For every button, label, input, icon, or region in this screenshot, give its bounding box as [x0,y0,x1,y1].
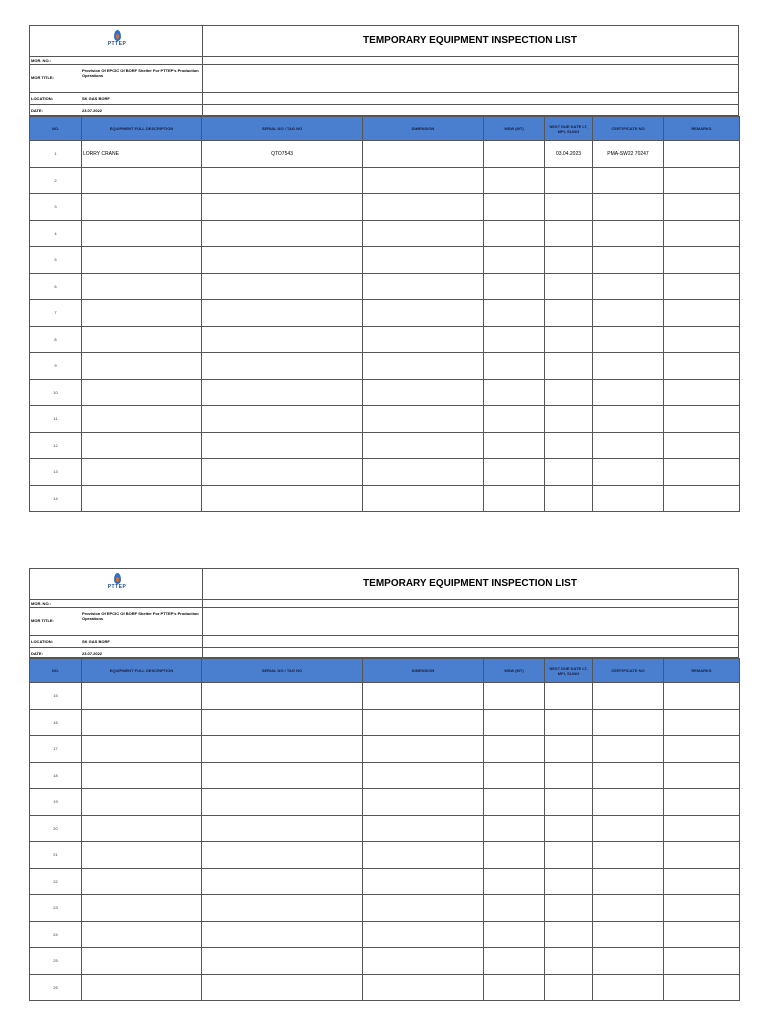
serial-tag-cell[interactable] [202,432,363,459]
certificate-cell[interactable] [593,167,664,194]
msw-cell[interactable] [484,736,545,763]
certificate-cell[interactable] [593,220,664,247]
certificate-cell[interactable] [593,683,664,710]
dimension-cell[interactable] [363,220,484,247]
col-header-serial: SERIAL NO / TAG NO [202,117,363,141]
remarks-cell[interactable] [664,485,740,512]
msw-cell[interactable] [484,709,545,736]
col-header-msw: MSW (MT) [484,117,545,141]
serial-tag-cell[interactable] [202,326,363,353]
dimension-cell[interactable] [363,141,484,168]
next-due-date-cell[interactable] [545,974,593,1001]
msw-cell[interactable] [484,921,545,948]
row-number: 8 [30,326,82,353]
col-header-serial: SERIAL NO / TAG NO [202,659,363,683]
dimension-cell[interactable] [363,406,484,433]
table-header-row [30,659,740,683]
dimension-cell[interactable] [363,326,484,353]
table-row [30,300,740,327]
equipment-description-cell[interactable] [82,379,202,406]
row-number: 25 [30,948,82,975]
msw-cell[interactable] [484,353,545,380]
dimension-cell[interactable] [363,868,484,895]
remarks-cell[interactable] [664,432,740,459]
certificate-cell[interactable] [593,485,664,512]
serial-tag-cell[interactable] [202,895,363,922]
remarks-cell[interactable] [664,895,740,922]
row-number: 20 [30,815,82,842]
remarks-cell[interactable] [664,273,740,300]
msw-cell[interactable] [484,220,545,247]
certificate-cell[interactable] [593,948,664,975]
msw-cell[interactable] [484,300,545,327]
pttep-logo [104,30,130,47]
next-due-date-cell[interactable] [545,762,593,789]
msw-cell[interactable] [484,485,545,512]
col-header-no: NO. [30,659,82,683]
certificate-cell[interactable] [593,974,664,1001]
next-due-date-cell[interactable] [545,353,593,380]
remarks-cell[interactable] [664,300,740,327]
remarks-cell[interactable] [664,141,740,168]
certificate-cell[interactable] [593,815,664,842]
remarks-cell[interactable] [664,683,740,710]
location-label: LOCATION: [31,96,53,101]
next-due-date-cell[interactable]: 03.04.2023 [545,141,593,168]
serial-tag-cell[interactable] [202,247,363,274]
certificate-cell[interactable]: PMA-SW22 70247 [593,141,664,168]
table-row [30,789,740,816]
serial-tag-cell[interactable] [202,736,363,763]
remarks-cell[interactable] [664,736,740,763]
dimension-cell[interactable] [363,789,484,816]
certificate-cell[interactable] [593,736,664,763]
row-number: 16 [30,709,82,736]
equipment-description-cell[interactable] [82,762,202,789]
msw-cell[interactable] [484,167,545,194]
table-row [30,167,740,194]
row-number: 21 [30,842,82,869]
col-header-remarks: REMARKS [664,117,740,141]
equipment-description-cell[interactable] [82,709,202,736]
table-row [30,709,740,736]
equipment-description-cell[interactable] [82,406,202,433]
next-due-date-cell[interactable] [545,709,593,736]
msw-cell[interactable] [484,273,545,300]
serial-tag-cell[interactable] [202,167,363,194]
equipment-description-cell[interactable] [82,353,202,380]
location-label: LOCATION: [31,639,53,644]
next-due-date-cell[interactable] [545,789,593,816]
next-due-date-cell[interactable] [545,736,593,763]
row-number: 24 [30,921,82,948]
next-due-date-cell[interactable] [545,167,593,194]
row-number: 1 [30,141,82,168]
next-due-date-cell[interactable] [545,842,593,869]
next-due-date-cell[interactable] [545,921,593,948]
equipment-description-cell[interactable] [82,432,202,459]
certificate-cell[interactable] [593,762,664,789]
serial-tag-cell[interactable] [202,406,363,433]
equipment-description-cell[interactable] [82,485,202,512]
col-header-next-due-date: NEXT DUE DATE LT, MPI, SLING [545,117,593,141]
row-number: 10 [30,379,82,406]
row-number: 6 [30,273,82,300]
equipment-description-cell[interactable] [82,247,202,274]
next-due-date-cell[interactable] [545,815,593,842]
mor-title-row [30,607,738,636]
equipment-description-cell[interactable] [82,300,202,327]
table-header-row [30,117,740,141]
msw-cell[interactable] [484,974,545,1001]
serial-tag-cell[interactable] [202,459,363,486]
next-due-date-cell[interactable] [545,379,593,406]
table-row [30,868,740,895]
dimension-cell[interactable] [363,709,484,736]
certificate-cell[interactable] [593,379,664,406]
msw-cell[interactable] [484,379,545,406]
serial-tag-cell[interactable] [202,974,363,1001]
table-row [30,459,740,486]
inspection-sheet-2 [29,568,739,1001]
table-row [30,921,740,948]
table-row [30,326,740,353]
table-row [30,948,740,975]
table-body-page-2 [30,683,740,1001]
mor-no-label: MOR. NO.: [31,601,51,606]
serial-tag-cell[interactable] [202,683,363,710]
msw-cell[interactable] [484,141,545,168]
row-number: 23 [30,895,82,922]
dimension-cell[interactable] [363,762,484,789]
row-number: 13 [30,459,82,486]
row-number: 15 [30,683,82,710]
msw-cell[interactable] [484,789,545,816]
dimension-cell[interactable] [363,948,484,975]
table-row [30,683,740,710]
equipment-description-cell[interactable]: LORRY CRANE [82,141,202,168]
remarks-cell[interactable] [664,921,740,948]
flame-drop-icon [114,30,121,41]
equipment-description-cell[interactable] [82,815,202,842]
col-header-remarks: REMARKS [664,659,740,683]
dimension-cell[interactable] [363,815,484,842]
msw-cell[interactable] [484,432,545,459]
date-value[interactable]: 23.07.2022 [82,108,103,113]
sheet-header [29,25,739,116]
next-due-date-cell[interactable] [545,247,593,274]
pttep-logo [104,573,130,590]
remarks-cell[interactable] [664,379,740,406]
col-header-msw: MSW (MT) [484,659,545,683]
next-due-date-cell[interactable] [545,895,593,922]
logo-cell [30,569,203,599]
date-value[interactable]: 23.07.2022 [82,651,103,656]
dimension-cell[interactable] [363,167,484,194]
remarks-cell[interactable] [664,815,740,842]
row-number: 22 [30,868,82,895]
next-due-date-cell[interactable] [545,948,593,975]
remarks-cell[interactable] [664,167,740,194]
equipment-description-cell[interactable] [82,921,202,948]
certificate-cell[interactable] [593,194,664,221]
msw-cell[interactable] [484,194,545,221]
dimension-cell[interactable] [363,432,484,459]
dimension-cell[interactable] [363,895,484,922]
row-number: 2 [30,167,82,194]
equipment-description-cell[interactable] [82,736,202,763]
dimension-cell[interactable] [363,974,484,1001]
msw-cell[interactable] [484,683,545,710]
dimension-cell[interactable] [363,379,484,406]
row-number: 17 [30,736,82,763]
serial-tag-cell[interactable] [202,789,363,816]
remarks-cell[interactable] [664,194,740,221]
equipment-description-cell[interactable] [82,948,202,975]
equipment-description-cell[interactable] [82,974,202,1001]
equipment-table [29,658,740,1001]
row-number: 4 [30,220,82,247]
remarks-cell[interactable] [664,762,740,789]
table-row [30,842,740,869]
form-title: TEMPORARY EQUIPMENT INSPECTION LIST [363,35,577,46]
next-due-date-cell[interactable] [545,300,593,327]
next-due-date-cell[interactable] [545,868,593,895]
next-due-date-cell[interactable] [545,220,593,247]
serial-tag-cell[interactable] [202,709,363,736]
next-due-date-cell[interactable] [545,432,593,459]
row-number: 5 [30,247,82,274]
table-row [30,432,740,459]
msw-cell[interactable] [484,895,545,922]
certificate-cell[interactable] [593,273,664,300]
next-due-date-cell[interactable] [545,485,593,512]
certificate-cell[interactable] [593,459,664,486]
table-row [30,220,740,247]
dimension-cell[interactable] [363,247,484,274]
table-row [30,379,740,406]
row-number: 7 [30,300,82,327]
logo-cell [30,26,203,56]
dimension-cell[interactable] [363,485,484,512]
location-value[interactable]: SK GAS BORF [82,96,110,101]
equipment-description-cell[interactable] [82,895,202,922]
equipment-description-cell[interactable] [82,326,202,353]
certificate-cell[interactable] [593,353,664,380]
equipment-description-cell[interactable] [82,220,202,247]
mor-no-label: MOR. NO.: [31,58,51,63]
remarks-cell[interactable] [664,220,740,247]
msw-cell[interactable] [484,406,545,433]
row-number: 26 [30,974,82,1001]
col-header-certificate: CERTIFICATE NO [593,117,664,141]
msw-cell[interactable] [484,326,545,353]
serial-tag-cell[interactable] [202,194,363,221]
certificate-cell[interactable] [593,895,664,922]
serial-tag-cell[interactable] [202,485,363,512]
table-row [30,762,740,789]
serial-tag-cell[interactable] [202,948,363,975]
table-row [30,815,740,842]
sheet-header [29,568,739,658]
row-number: 18 [30,762,82,789]
remarks-cell[interactable] [664,789,740,816]
equipment-description-cell[interactable] [82,459,202,486]
remarks-cell[interactable] [664,842,740,869]
table-row [30,485,740,512]
certificate-cell[interactable] [593,709,664,736]
certificate-cell[interactable] [593,247,664,274]
dimension-cell[interactable] [363,683,484,710]
col-header-dimension: DIMENSION [363,117,484,141]
location-value[interactable]: SK GAS BORF [82,639,110,644]
table-body-page-1 [30,141,740,512]
equipment-description-cell[interactable] [82,868,202,895]
certificate-cell[interactable] [593,921,664,948]
next-due-date-cell[interactable] [545,273,593,300]
remarks-cell[interactable] [664,868,740,895]
flame-drop-icon [114,573,121,584]
dimension-cell[interactable] [363,353,484,380]
dimension-cell[interactable] [363,300,484,327]
mor-title-row [30,64,738,93]
table-row [30,895,740,922]
msw-cell[interactable] [484,842,545,869]
certificate-cell[interactable] [593,432,664,459]
col-header-dimension: DIMENSION [363,659,484,683]
equipment-description-cell[interactable] [82,273,202,300]
remarks-cell[interactable] [664,459,740,486]
mor-title-label: MOR TITLE: [31,75,54,80]
row-number: 14 [30,485,82,512]
remarks-cell[interactable] [664,326,740,353]
serial-tag-cell[interactable] [202,762,363,789]
date-label: DATE: [31,651,43,656]
equipment-description-cell[interactable] [82,683,202,710]
form-title: TEMPORARY EQUIPMENT INSPECTION LIST [363,578,577,589]
date-label: DATE: [31,108,43,113]
serial-tag-cell[interactable] [202,379,363,406]
serial-tag-cell[interactable] [202,273,363,300]
remarks-cell[interactable] [664,974,740,1001]
next-due-date-cell[interactable] [545,459,593,486]
remarks-cell[interactable] [664,353,740,380]
remarks-cell[interactable] [664,709,740,736]
inspection-sheet-1 [29,25,739,512]
serial-tag-cell[interactable] [202,868,363,895]
serial-tag-cell[interactable] [202,300,363,327]
row-number: 12 [30,432,82,459]
mor-title-value[interactable]: Provision Of EPCIC Of BORF Shelter For PTTEP's Production Operations [82,68,199,78]
next-due-date-cell[interactable] [545,326,593,353]
msw-cell[interactable] [484,762,545,789]
col-header-next-due-date: NEXT DUE DATE LT, MPI, SLING [545,659,593,683]
equipment-description-cell[interactable] [82,194,202,221]
dimension-cell[interactable] [363,736,484,763]
certificate-cell[interactable] [593,868,664,895]
dimension-cell[interactable] [363,459,484,486]
row-number: 11 [30,406,82,433]
col-header-certificate: CERTIFICATE NO [593,659,664,683]
serial-tag-cell[interactable]: QTO7543 [202,141,363,168]
msw-cell[interactable] [484,459,545,486]
msw-cell[interactable] [484,247,545,274]
table-row [30,406,740,433]
table-row [30,974,740,1001]
serial-tag-cell[interactable] [202,353,363,380]
mor-title-label: MOR TITLE: [31,618,54,623]
msw-cell[interactable] [484,815,545,842]
table-row [30,247,740,274]
table-row [30,736,740,763]
msw-cell[interactable] [484,948,545,975]
serial-tag-cell[interactable] [202,921,363,948]
table-row [30,353,740,380]
col-header-description: EQUIPMENT FULL DESCRIPTION [82,659,202,683]
logo-text: PTTEP [107,584,127,590]
equipment-table [29,116,740,512]
certificate-cell[interactable] [593,789,664,816]
mor-title-value[interactable]: Provision Of EPCIC Of BORF Shelter For PTTEP's Production Operations [82,611,199,621]
equipment-description-cell[interactable] [82,167,202,194]
date-row [30,104,738,117]
table-row [30,141,740,168]
dimension-cell[interactable] [363,273,484,300]
col-header-no: NO. [30,117,82,141]
date-row [30,647,738,659]
next-due-date-cell[interactable] [545,194,593,221]
table-row [30,273,740,300]
certificate-cell[interactable] [593,300,664,327]
certificate-cell[interactable] [593,842,664,869]
next-due-date-cell[interactable] [545,406,593,433]
equipment-description-cell[interactable] [82,789,202,816]
remarks-cell[interactable] [664,406,740,433]
serial-tag-cell[interactable] [202,815,363,842]
table-row [30,194,740,221]
next-due-date-cell[interactable] [545,683,593,710]
serial-tag-cell[interactable] [202,220,363,247]
row-number: 19 [30,789,82,816]
certificate-cell[interactable] [593,326,664,353]
dimension-cell[interactable] [363,921,484,948]
col-header-description: EQUIPMENT FULL DESCRIPTION [82,117,202,141]
row-number: 3 [30,194,82,221]
equipment-description-cell[interactable] [82,842,202,869]
remarks-cell[interactable] [664,247,740,274]
remarks-cell[interactable] [664,948,740,975]
logo-text: PTTEP [107,41,127,47]
serial-tag-cell[interactable] [202,842,363,869]
dimension-cell[interactable] [363,842,484,869]
msw-cell[interactable] [484,868,545,895]
certificate-cell[interactable] [593,406,664,433]
dimension-cell[interactable] [363,194,484,221]
row-number: 9 [30,353,82,380]
